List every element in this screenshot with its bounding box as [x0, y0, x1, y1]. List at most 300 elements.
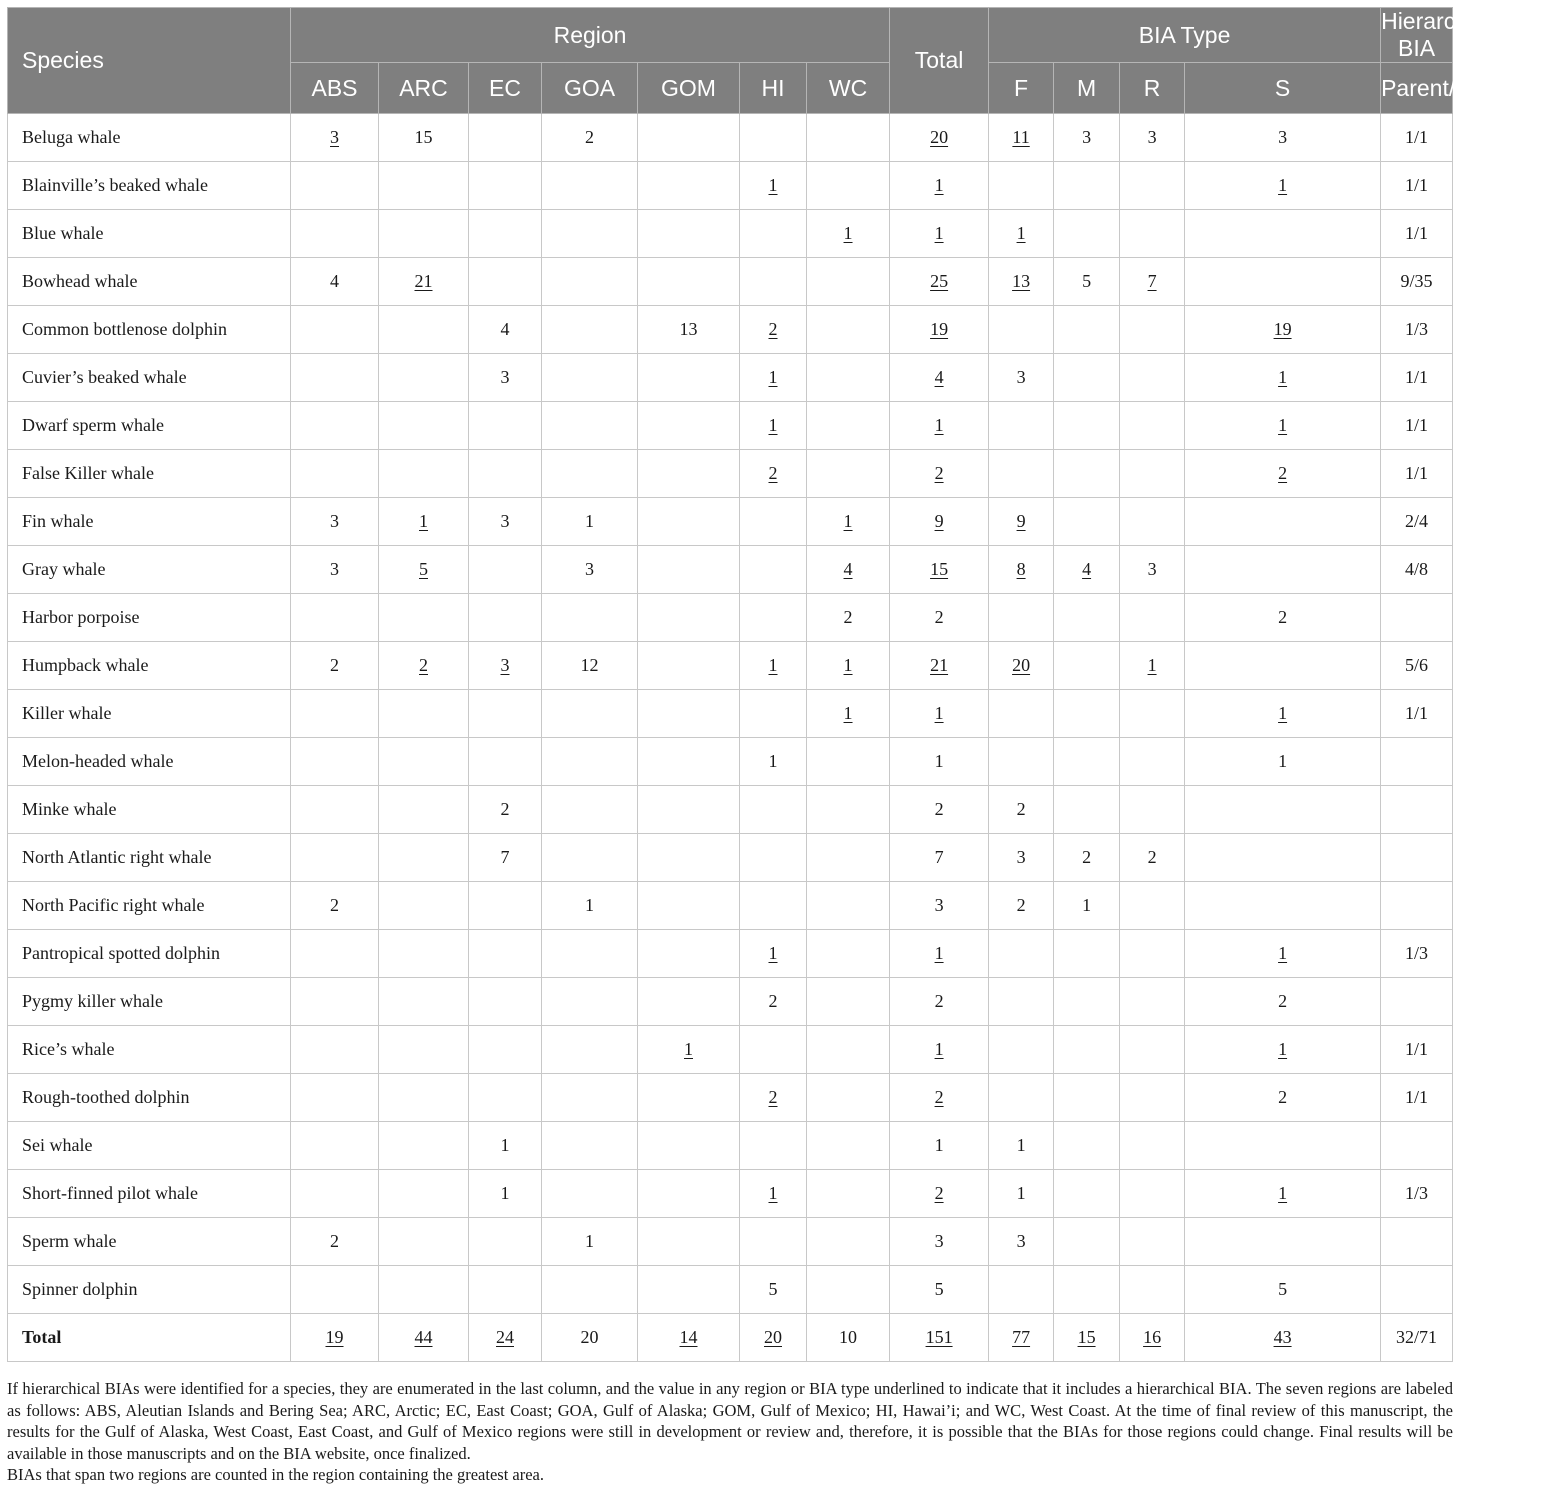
table-row — [8, 1170, 1453, 1218]
table-footnotes — [7, 1378, 1453, 1486]
table-row — [8, 1266, 1453, 1314]
cell-value: 1 — [768, 751, 778, 771]
table-cell — [542, 258, 638, 306]
table-cell — [1185, 498, 1381, 546]
cell-value: 1 — [1278, 415, 1288, 435]
table-cell — [1381, 690, 1453, 738]
cell-value: 1/1 — [1405, 127, 1429, 147]
species-name: Dwarf sperm whale — [8, 402, 291, 450]
cell-value: 1 — [1016, 223, 1026, 243]
cell-value: 20 — [930, 127, 949, 147]
table-cell — [1381, 1266, 1453, 1314]
type-col-f: F — [989, 63, 1054, 114]
cell-value: 1 — [934, 1135, 944, 1155]
table-cell — [807, 498, 890, 546]
table-cell — [740, 498, 807, 546]
table-cell — [542, 834, 638, 882]
table-cell — [542, 738, 638, 786]
table-cell — [291, 1314, 379, 1362]
table-cell — [807, 402, 890, 450]
table-cell — [291, 306, 379, 354]
table-cell — [1185, 882, 1381, 930]
table-cell — [291, 834, 379, 882]
table-cell — [1054, 1314, 1120, 1362]
table-cell — [542, 642, 638, 690]
footnote-paragraph: If hierarchical BIAs were identified for a species, they are enumerated in the last column, and the value in any region or BIA type underlined to indicate that it includes a hierarchical BIA. The seven regions are labeled as follows: ABS, Aleutian Islands and Bering Sea; ARC, Arctic; EC, East Coast; GOA, Gulf of Alaska; GOM, Gulf of Mexico; HI, Hawai’i; and WC, West Coast. At the time of final review of this manuscript, the results for the Gulf of Alaska, West Coast, East Coast, and Gulf of Mexico regions were still in development or review and, therefore, it is possible that the BIAs for those regions could change. Final results will be available in those manuscripts and on the BIA website, once finalized. — [7, 1379, 1453, 1463]
region-col-arc: ARC — [379, 63, 469, 114]
table-cell — [989, 738, 1054, 786]
table-cell — [890, 1026, 989, 1074]
table-cell — [379, 354, 469, 402]
table-cell — [740, 306, 807, 354]
table-cell — [1185, 738, 1381, 786]
table-cell — [1120, 1218, 1185, 1266]
table-cell — [807, 1170, 890, 1218]
table-cell — [1120, 738, 1185, 786]
species-name: Humpback whale — [8, 642, 291, 690]
cell-value: 15 — [414, 127, 433, 147]
hierarchical-header-line1: Hierarchical BIA — [1381, 8, 1503, 61]
table-row — [8, 354, 1453, 402]
table-cell — [890, 306, 989, 354]
table-cell — [1120, 1314, 1185, 1362]
table-cell — [890, 642, 989, 690]
table-row — [8, 114, 1453, 162]
table-cell — [740, 450, 807, 498]
table-cell — [291, 978, 379, 1026]
cell-value: 1 — [934, 223, 944, 243]
table-cell — [740, 1026, 807, 1074]
table-cell — [469, 450, 542, 498]
table-cell — [807, 786, 890, 834]
table-cell — [1381, 402, 1453, 450]
table-cell — [989, 1122, 1054, 1170]
table-cell — [638, 1266, 740, 1314]
table-cell — [890, 1170, 989, 1218]
table-cell — [740, 690, 807, 738]
table-cell — [1185, 834, 1381, 882]
table-cell — [638, 354, 740, 402]
table-cell — [379, 162, 469, 210]
table-cell — [1054, 1122, 1120, 1170]
table-cell — [1185, 258, 1381, 306]
table-cell — [469, 1266, 542, 1314]
species-name: False Killer whale — [8, 450, 291, 498]
table-cell — [1381, 594, 1453, 642]
table-cell — [890, 978, 989, 1026]
cell-value: 4 — [500, 319, 510, 339]
cell-value: 2 — [934, 1087, 944, 1107]
table-cell — [542, 450, 638, 498]
cell-value: 1 — [843, 655, 853, 675]
table-cell — [1054, 690, 1120, 738]
cell-value: 3 — [1082, 127, 1092, 147]
table-cell — [469, 114, 542, 162]
table-cell — [1381, 978, 1453, 1026]
table-cell — [1120, 306, 1185, 354]
table-cell — [469, 402, 542, 450]
cell-value: 1/1 — [1405, 1039, 1429, 1059]
cell-value: 10 — [839, 1327, 858, 1347]
table-cell — [989, 786, 1054, 834]
table-cell — [1381, 498, 1453, 546]
table-cell — [469, 786, 542, 834]
table-cell — [807, 594, 890, 642]
table-cell — [469, 882, 542, 930]
cell-value: 1 — [934, 943, 944, 963]
table-cell — [469, 690, 542, 738]
cell-value: 7 — [500, 847, 510, 867]
species-name: Sei whale — [8, 1122, 291, 1170]
table-row — [8, 306, 1453, 354]
table-cell — [989, 450, 1054, 498]
table-cell — [291, 450, 379, 498]
table-cell — [1185, 642, 1381, 690]
table-cell — [1185, 978, 1381, 1026]
cell-value: 2 — [1082, 847, 1092, 867]
cell-value: 3 — [500, 655, 510, 675]
table-cell — [740, 738, 807, 786]
table-cell — [1054, 738, 1120, 786]
table-cell — [989, 162, 1054, 210]
table-cell — [542, 1170, 638, 1218]
table-cell — [989, 594, 1054, 642]
cell-value: 1 — [843, 511, 853, 531]
table-cell — [890, 786, 989, 834]
table-cell — [379, 1026, 469, 1074]
table-cell — [989, 354, 1054, 402]
table-cell — [1185, 162, 1381, 210]
table-cell — [989, 210, 1054, 258]
cell-value: 1/1 — [1405, 1087, 1429, 1107]
table-cell — [542, 498, 638, 546]
table-cell — [291, 1266, 379, 1314]
table-cell — [890, 162, 989, 210]
table-cell — [469, 594, 542, 642]
cell-value: 4 — [843, 559, 853, 579]
region-col-ec: EC — [469, 63, 542, 114]
total-row — [8, 1314, 1453, 1362]
table-cell — [740, 930, 807, 978]
table-cell — [807, 1314, 890, 1362]
cell-value: 1 — [768, 415, 778, 435]
table-cell — [989, 114, 1054, 162]
cell-value: 20 — [1012, 655, 1031, 675]
table-cell — [542, 1314, 638, 1362]
cell-value: 3 — [1016, 1231, 1026, 1251]
table-cell — [469, 1170, 542, 1218]
cell-value: 1 — [934, 703, 944, 723]
cell-value: 3 — [330, 559, 339, 579]
cell-value: 1 — [1278, 703, 1288, 723]
cell-value: 1/1 — [1405, 223, 1429, 243]
table-cell — [469, 930, 542, 978]
table-cell — [1381, 738, 1453, 786]
table-cell — [989, 1218, 1054, 1266]
table-cell — [542, 882, 638, 930]
table-cell — [1381, 1026, 1453, 1074]
cell-value: 4 — [934, 367, 944, 387]
cell-value: 19 — [930, 319, 949, 339]
table-cell — [1381, 450, 1453, 498]
table-cell — [1054, 114, 1120, 162]
cell-value: 1 — [934, 415, 944, 435]
table-cell — [890, 450, 989, 498]
table-row — [8, 978, 1453, 1026]
cell-value: 21 — [930, 655, 949, 675]
cell-value: 1 — [768, 1183, 778, 1203]
species-name: Common bottlenose dolphin — [8, 306, 291, 354]
table-row — [8, 642, 1453, 690]
table-cell — [469, 1026, 542, 1074]
species-name: Fin whale — [8, 498, 291, 546]
table-cell — [740, 114, 807, 162]
cell-value: 25 — [930, 271, 949, 291]
table-cell — [1185, 1122, 1381, 1170]
table-cell — [1381, 354, 1453, 402]
table-cell — [1381, 1218, 1453, 1266]
table-cell — [638, 930, 740, 978]
table-cell — [1185, 114, 1381, 162]
table-row — [8, 786, 1453, 834]
table-cell — [740, 786, 807, 834]
table-cell — [890, 930, 989, 978]
species-name: Killer whale — [8, 690, 291, 738]
table-cell — [740, 978, 807, 1026]
table-cell — [807, 1218, 890, 1266]
cell-value: 24 — [496, 1327, 514, 1347]
table-cell — [291, 1122, 379, 1170]
cell-value: 1 — [768, 655, 778, 675]
cell-value: 1 — [1278, 367, 1288, 387]
table-row — [8, 210, 1453, 258]
cell-value: 1/3 — [1405, 319, 1429, 339]
table-cell — [1054, 258, 1120, 306]
table-cell — [989, 1314, 1054, 1362]
table-cell — [379, 930, 469, 978]
table-cell — [638, 162, 740, 210]
species-name: Minke whale — [8, 786, 291, 834]
table-cell — [638, 882, 740, 930]
table-cell — [1120, 690, 1185, 738]
table-cell — [807, 1266, 890, 1314]
table-cell — [379, 786, 469, 834]
table-cell — [1120, 930, 1185, 978]
table-cell — [1185, 930, 1381, 978]
table-cell — [291, 402, 379, 450]
cell-value: 1 — [684, 1039, 693, 1059]
table-cell — [469, 498, 542, 546]
cell-value: 1/1 — [1405, 367, 1429, 387]
table-cell — [469, 1074, 542, 1122]
table-cell — [542, 1218, 638, 1266]
table-cell — [469, 978, 542, 1026]
table-cell — [1120, 546, 1185, 594]
table-row — [8, 834, 1453, 882]
table-cell — [807, 354, 890, 402]
table-cell — [1120, 1074, 1185, 1122]
table-cell — [1120, 258, 1185, 306]
cell-value: 77 — [1012, 1327, 1031, 1347]
table-row — [8, 690, 1453, 738]
table-cell — [1185, 1218, 1381, 1266]
cell-value: 7 — [1147, 271, 1157, 291]
table-cell — [1054, 1074, 1120, 1122]
species-name: Pygmy killer whale — [8, 978, 291, 1026]
cell-value: 2 — [330, 655, 339, 675]
table-row — [8, 1122, 1453, 1170]
table-cell — [1185, 1266, 1381, 1314]
cell-value: 2 — [934, 991, 944, 1011]
cell-value: 1 — [500, 1135, 510, 1155]
table-cell — [469, 1314, 542, 1362]
table-cell — [379, 1170, 469, 1218]
table-cell — [638, 402, 740, 450]
table-cell — [379, 402, 469, 450]
table-cell — [638, 210, 740, 258]
table-row — [8, 162, 1453, 210]
total-label: Total — [8, 1314, 291, 1362]
cell-value: 3 — [1016, 367, 1026, 387]
table-cell — [989, 882, 1054, 930]
table-cell — [291, 1170, 379, 1218]
table-cell — [1120, 402, 1185, 450]
table-cell — [807, 882, 890, 930]
table-cell — [291, 738, 379, 786]
table-cell — [542, 690, 638, 738]
cell-value: 3 — [934, 1231, 944, 1251]
table-body — [8, 114, 1453, 1362]
table-cell — [379, 258, 469, 306]
table-cell — [638, 738, 740, 786]
table-cell — [1120, 210, 1185, 258]
hierarchical-header-line2: Parent/Children — [1381, 63, 1453, 114]
table-row — [8, 594, 1453, 642]
table-cell — [638, 1314, 740, 1362]
table-row — [8, 546, 1453, 594]
bia-species-table — [7, 7, 1541, 1362]
table-cell — [1120, 642, 1185, 690]
table-cell — [1381, 306, 1453, 354]
table-cell — [469, 834, 542, 882]
footnote-paragraph: BIAs that span two regions are counted in the region containing the greatest area. — [7, 1465, 544, 1484]
table-cell — [1054, 882, 1120, 930]
cell-value: 1/1 — [1405, 463, 1429, 483]
table-cell — [807, 114, 890, 162]
table-cell — [890, 354, 989, 402]
species-name: Melon-headed whale — [8, 738, 291, 786]
cell-value: 4 — [1082, 559, 1092, 579]
table-cell — [890, 258, 989, 306]
table-cell — [542, 594, 638, 642]
table-cell — [1120, 498, 1185, 546]
table-cell — [469, 1122, 542, 1170]
table-cell — [379, 450, 469, 498]
table-cell — [1054, 834, 1120, 882]
table-cell — [638, 306, 740, 354]
species-name: Short-finned pilot whale — [8, 1170, 291, 1218]
table-cell — [379, 1122, 469, 1170]
cell-value: 2 — [768, 991, 778, 1011]
cell-value: 2/4 — [1405, 511, 1429, 531]
table-cell — [1381, 1074, 1453, 1122]
table-cell — [638, 258, 740, 306]
table-cell — [638, 1026, 740, 1074]
table-cell — [989, 834, 1054, 882]
table-cell — [542, 1266, 638, 1314]
table-cell — [890, 498, 989, 546]
table-cell — [638, 690, 740, 738]
cell-value: 1 — [585, 1231, 594, 1251]
table-cell — [291, 786, 379, 834]
table-cell — [1054, 1266, 1120, 1314]
cell-value: 2 — [1278, 463, 1288, 483]
table-cell — [379, 978, 469, 1026]
cell-value: 3 — [500, 367, 510, 387]
cell-value: 9 — [1016, 511, 1026, 531]
cell-value: 1 — [934, 1039, 944, 1059]
table-cell — [1120, 786, 1185, 834]
table-cell — [638, 1218, 740, 1266]
table-cell — [638, 498, 740, 546]
table-cell — [638, 786, 740, 834]
table-cell — [1054, 786, 1120, 834]
table-cell — [1120, 882, 1185, 930]
table-cell — [1185, 1170, 1381, 1218]
species-name: Cuvier’s beaked whale — [8, 354, 291, 402]
cell-value: 13 — [679, 319, 698, 339]
table-cell — [291, 498, 379, 546]
cell-value: 2 — [934, 607, 944, 627]
table-cell — [542, 210, 638, 258]
table-cell — [989, 402, 1054, 450]
table-cell — [740, 546, 807, 594]
cell-value: 21 — [414, 271, 433, 291]
table-cell — [379, 210, 469, 258]
table-cell — [291, 258, 379, 306]
table-cell — [890, 402, 989, 450]
cell-value: 2 — [330, 1231, 339, 1251]
cell-value: 151 — [925, 1327, 953, 1347]
table-cell — [740, 1266, 807, 1314]
table-cell — [807, 450, 890, 498]
species-name: North Pacific right whale — [8, 882, 291, 930]
cell-value: 1 — [934, 175, 944, 195]
cell-value: 3 — [1147, 559, 1157, 579]
table-cell — [1054, 402, 1120, 450]
cell-value: 3 — [330, 127, 339, 147]
table-cell — [1381, 930, 1453, 978]
table-cell — [989, 498, 1054, 546]
cell-value: 2 — [419, 655, 428, 675]
table-cell — [1185, 1314, 1381, 1362]
table-cell — [291, 546, 379, 594]
cell-value: 2 — [934, 799, 944, 819]
table-row — [8, 258, 1453, 306]
table-cell — [638, 1122, 740, 1170]
table-cell — [1054, 1170, 1120, 1218]
table-cell — [1120, 1026, 1185, 1074]
table-cell — [1381, 210, 1453, 258]
table-row — [8, 1074, 1453, 1122]
table-cell — [542, 402, 638, 450]
table-cell — [890, 210, 989, 258]
table-cell — [740, 1170, 807, 1218]
cell-value: 4/8 — [1405, 559, 1429, 579]
cell-value: 5 — [1082, 271, 1092, 291]
table-cell — [807, 834, 890, 882]
cell-value: 2 — [1147, 847, 1157, 867]
